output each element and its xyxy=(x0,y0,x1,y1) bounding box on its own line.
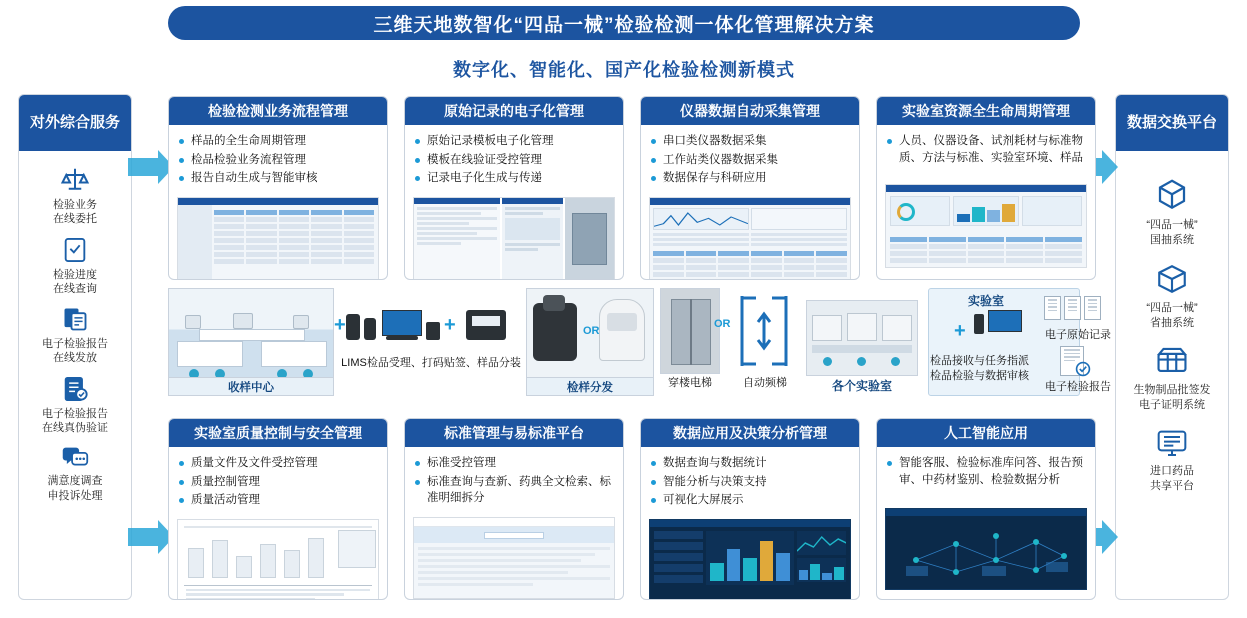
card-quality-control-title xyxy=(169,419,387,447)
card-lab-resources-title xyxy=(877,97,1095,125)
sample-flow-band xyxy=(168,288,1111,410)
lab-task-line1: 检品接收与任务指派 xyxy=(930,355,1029,367)
screenshot-instrument-data xyxy=(649,197,851,280)
bullet: 检品检验业务流程管理 xyxy=(179,152,377,169)
monitor-icon xyxy=(1153,427,1191,459)
plus-icon-0: + xyxy=(334,314,346,336)
dispatch-caption: 检样分发 xyxy=(527,377,653,395)
cube-outline-icon xyxy=(1154,177,1190,213)
screenshot-bi-dashboard xyxy=(649,519,851,600)
sidebar-item-report-verify-label: 电子检验报告 在线真伪验证 xyxy=(42,407,108,435)
bullet: 数据保存与科研应用 xyxy=(651,170,849,187)
right-item-biologics-certificate[interactable] xyxy=(1120,344,1224,413)
right-item-provincial-sampling[interactable] xyxy=(1120,262,1224,331)
bullet: 质量文件及文件受控管理 xyxy=(179,455,377,472)
plus-icon-2: + xyxy=(954,320,966,342)
sidebar-item-report-issue[interactable] xyxy=(23,304,127,366)
card-electronic-records-bullets xyxy=(405,125,623,193)
bullet: 数据查询与数据统计 xyxy=(651,455,849,472)
page-subtitle: 数字化、智能化、国产化检验检测新模式 xyxy=(453,60,795,80)
or-label-left: OR xyxy=(583,325,600,337)
each-lab-caption: 各个实验室 xyxy=(831,379,892,393)
report-send-icon xyxy=(61,304,89,334)
lab-task-line2: 检品检验与数据审核 xyxy=(930,369,1029,382)
page-title: 三维天地数智化“四品一械”检验检测一体化管理解决方案 xyxy=(168,6,1080,40)
card-standards-platform-bullets xyxy=(405,447,623,513)
card-title-text: 检验检测业务流程管理 xyxy=(208,103,348,119)
electronic-record-docs-icon xyxy=(1044,292,1104,326)
data-exchange-title-text: 数据交换平台 xyxy=(1126,113,1217,131)
bullet: 标准受控管理 xyxy=(415,455,613,472)
balance-scale-icon xyxy=(60,165,90,195)
bullet: 原始记录模板电子化管理 xyxy=(415,133,613,150)
lims-devices-group xyxy=(346,300,516,352)
plus-icon-1: + xyxy=(444,314,456,336)
electronic-report-icon xyxy=(1056,346,1096,380)
bullet: 标准查询与查新、药典全文检索、标准明细拆分 xyxy=(415,474,613,507)
card-title-text: 数据应用及决策分析管理 xyxy=(673,425,827,441)
sidebar-item-feedback[interactable] xyxy=(23,443,127,503)
card-ai-application-title xyxy=(877,419,1095,447)
package-stack-icon xyxy=(1154,344,1190,378)
card-title-text: 原始记录的电子化管理 xyxy=(444,103,584,119)
each-lab-photo xyxy=(806,300,918,376)
card-lab-resources[interactable] xyxy=(876,96,1096,280)
building-elevator-label: 穿楼电梯 xyxy=(668,377,712,389)
bullet: 样品的全生命周期管理 xyxy=(179,133,377,150)
card-data-analysis-bullets xyxy=(641,447,859,515)
bullet: 模板在线验证受控管理 xyxy=(415,152,613,169)
box-icon xyxy=(1154,262,1190,296)
screenshot-electronic-record xyxy=(413,197,615,280)
card-instrument-data-title xyxy=(641,97,859,125)
screenshot-ai-network xyxy=(885,508,1087,590)
bullet: 质量活动管理 xyxy=(179,492,377,509)
checklist-icon xyxy=(61,235,89,265)
card-instrument-data-bullets xyxy=(641,125,859,193)
sidebar-item-report-verify[interactable] xyxy=(23,374,127,436)
building-elevator-photo xyxy=(660,288,720,374)
auto-elevator-icon xyxy=(734,292,794,370)
bullet: 智能客服、检验标准库问答、报告预审、中药材鉴别、检验数据分析 xyxy=(887,455,1085,488)
bullet: 可视化大屏展示 xyxy=(651,492,849,509)
bullet: 记录电子化生成与传递 xyxy=(415,170,613,187)
card-quality-control[interactable] xyxy=(168,418,388,600)
monitor-icon xyxy=(382,310,422,336)
screenshot-standards-portal xyxy=(413,517,615,599)
card-ai-application[interactable] xyxy=(876,418,1096,600)
tablet-icon xyxy=(426,322,440,340)
data-exchange-panel xyxy=(1115,94,1229,600)
right-item-imported-drug[interactable] xyxy=(1120,427,1224,494)
screenshot-lims-workflow xyxy=(177,197,379,280)
card-title-text: 仪器数据自动采集管理 xyxy=(680,103,820,119)
ai-network-graphic xyxy=(886,516,1086,584)
right-item-imported-drug-label: 进口药品 共享平台 xyxy=(1150,465,1194,492)
card-data-analysis[interactable] xyxy=(640,418,860,600)
sidebar-item-entrust[interactable] xyxy=(23,165,127,227)
electronic-report-label: 电子检验报告 xyxy=(1045,381,1111,393)
bullet: 工作站类仪器数据采集 xyxy=(651,152,849,169)
electronic-record-label: 电子原始记录 xyxy=(1045,329,1111,341)
bullet: 质量控制管理 xyxy=(179,474,377,491)
scanner-icon-2 xyxy=(974,314,984,334)
bullet: 人员、仪器设备、试剂耗材与标准物质、方法与标准、实验室环境、样品 xyxy=(887,133,1085,166)
card-electronic-records-title xyxy=(405,97,623,125)
screenshot-resource-dashboard xyxy=(885,184,1087,268)
bullet: 串口类仪器数据采集 xyxy=(651,133,849,150)
verify-report-icon xyxy=(61,374,89,404)
card-title-text: 人工智能应用 xyxy=(944,425,1028,441)
right-item-biologics-certificate-label: 生物制品批签发 电子证明系统 xyxy=(1133,384,1211,412)
card-standards-platform[interactable] xyxy=(404,418,624,600)
robot-arm-icon xyxy=(533,303,577,361)
screenshot-quality-control xyxy=(177,519,379,600)
card-title-text: 实验室质量控制与安全管理 xyxy=(194,425,362,441)
external-services-title xyxy=(19,95,131,151)
lims-caption: LIMS检品受理、打码贴签、样品分装 xyxy=(341,357,521,369)
lab-task-text xyxy=(930,354,1034,384)
feedback-chat-icon xyxy=(60,443,90,471)
sidebar-item-progress-label: 检验进度 在线查询 xyxy=(53,268,97,295)
monitor-icon-2 xyxy=(988,310,1022,332)
dispatch-photo xyxy=(526,288,654,396)
bullet: 报告自动生成与智能审核 xyxy=(179,170,377,187)
sidebar-item-report-issue-label: 电子检验报告 在线发放 xyxy=(42,338,108,365)
right-item-national-sampling-label: “四品一械” 国抽系统 xyxy=(1146,219,1198,246)
card-electronic-records[interactable] xyxy=(404,96,624,280)
sidebar-item-progress[interactable] xyxy=(23,235,127,297)
card-instrument-data[interactable] xyxy=(640,96,860,280)
or-label-right: OR xyxy=(714,318,731,330)
card-business-process-bullets xyxy=(169,125,387,193)
card-standards-platform-title xyxy=(405,419,623,447)
card-title-text: 实验室资源全生命周期管理 xyxy=(902,103,1070,119)
card-ai-application-bullets xyxy=(877,447,1095,494)
card-quality-control-bullets xyxy=(169,447,387,515)
card-title-text: 标准管理与易标准平台 xyxy=(444,425,584,441)
monitor-stand-icon xyxy=(386,336,418,340)
scanner-icon xyxy=(346,314,360,340)
handheld-icon xyxy=(364,318,376,340)
bullet: 智能分析与决策支持 xyxy=(651,474,849,491)
sidebar-item-entrust-label: 检验业务 在线委托 xyxy=(53,199,97,226)
card-business-process[interactable] xyxy=(168,96,388,280)
card-lab-resources-bullets xyxy=(877,125,1095,172)
sample-center-photo xyxy=(168,288,334,396)
auto-elevator-label: 自动频梯 xyxy=(743,377,787,389)
sample-center-caption: 收样中心 xyxy=(169,377,333,395)
card-business-process-title xyxy=(169,97,387,125)
right-item-provincial-sampling-label: “四品一械” 省抽系统 xyxy=(1146,301,1198,329)
data-exchange-title xyxy=(1116,95,1228,151)
sidebar-item-feedback-label: 满意度调查 申投诉处理 xyxy=(47,475,103,502)
right-item-national-sampling[interactable] xyxy=(1120,177,1224,248)
card-data-analysis-title xyxy=(641,419,859,447)
lab-panel-title: 实验室 xyxy=(968,294,1005,308)
external-services-panel xyxy=(18,94,132,600)
external-services-title-text: 对外综合服务 xyxy=(29,113,120,131)
